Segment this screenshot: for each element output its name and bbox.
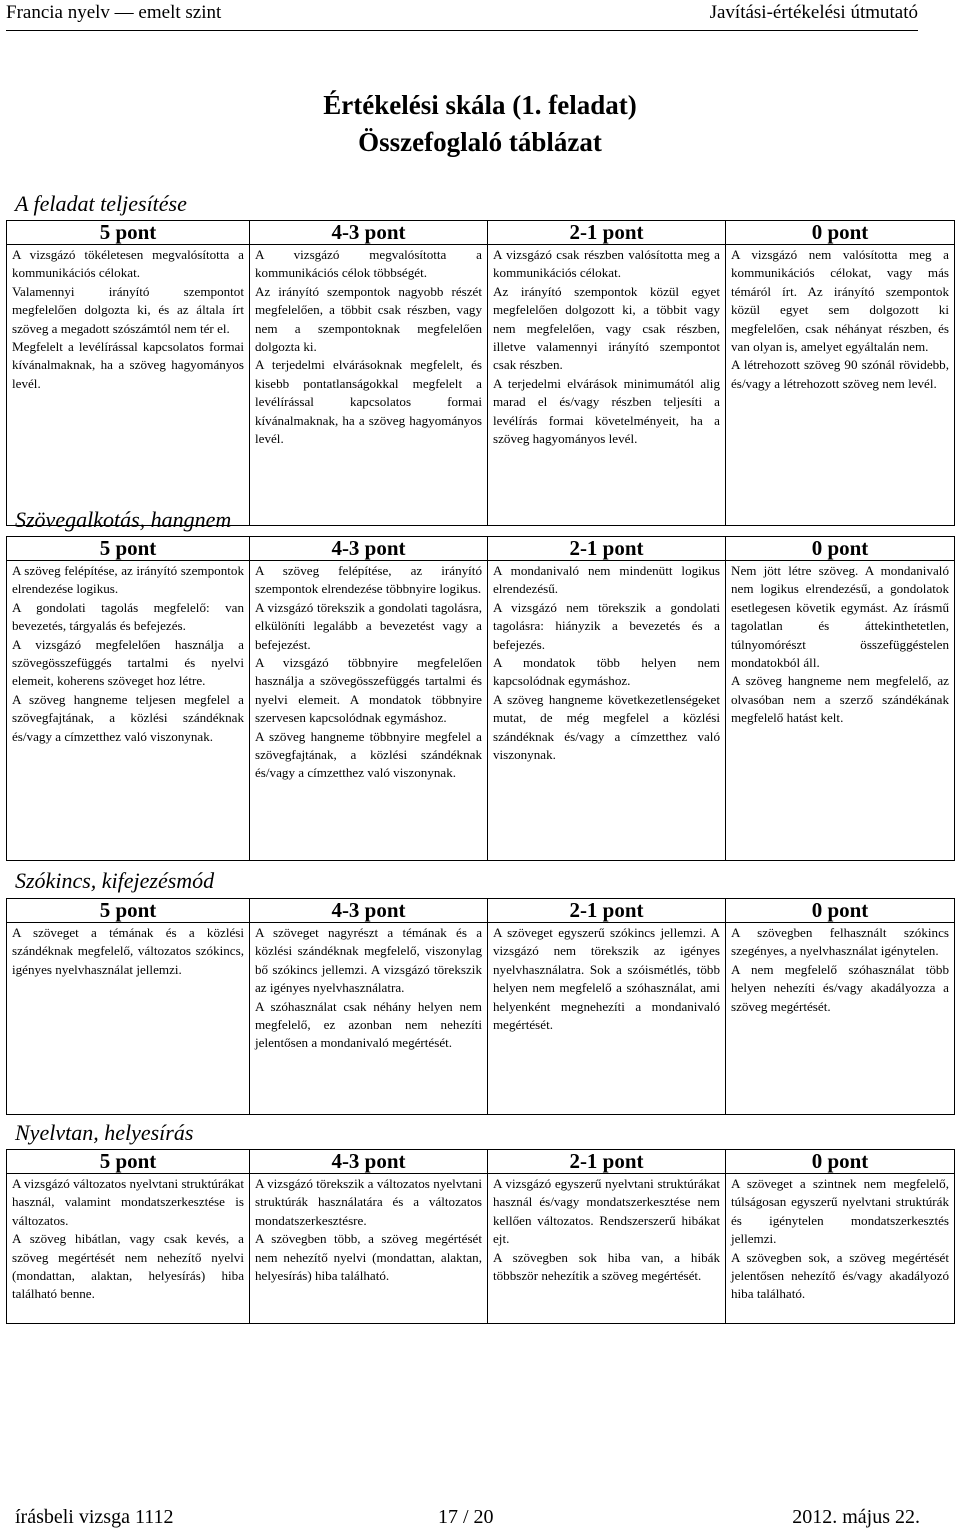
cell-2-1-pont [488,245,726,526]
cell-2-1-pont [488,1174,726,1324]
header-2-1-pont: 2-1 pont [488,221,726,245]
page-footer [0,1506,960,1532]
criterion-text: A vizsgázó tökéletesen megvalósította a kommunikációs célokat. [12,247,244,281]
criterion-text: A vizsgázó törekszik a gondolati tagolásra, elkülöníti legalább a bevezetést vagy a befejezést. [255,599,482,652]
cell-5-pont [7,923,250,1115]
criterion-text: Az irányító szempontok közül egyet megfelelően dolgozott ki, a többit vagy nem megfelelően, vagy csak részben, illetve valamennyi irányító szempontot csak részben. [493,283,720,373]
criterion-text: A szöveget nagyrészt a témának és a közlési szándéknak megfelelő, viszonylag bő szókincs jellemzi. A vizsgázó törekszik az igényes nyelvhasználatra. [255,925,482,996]
criterion-text: A szöveget a szintnek nem megfelelő, túlságosan egyszerű nyelvtani struktúrák és igénytelen mondatszerkesztés jellemzi. [731,1176,949,1247]
cell-5-pont [7,1174,250,1324]
criterion-text: A szöveg hangneme többnyire megfelel a szövegfajtának, a közlési szándéknak és/vagy a címzetthez való viszonynak. [255,728,482,781]
section-title-vocabulary: Szókincs, kifejezésmód [15,868,215,893]
cell-5-pont [7,245,250,526]
header-5-pont: 5 pont [7,221,250,245]
criterion-text: A vizsgázó csak részben valósította meg a kommunikációs célokat. [493,247,720,281]
cell-0-pont [726,561,955,861]
criterion-text: A szöveget a témának és a közlési szándéknak megfelelő, változatos szókincs, igényes nyelvhasználat jellemzi. [12,925,244,977]
header-0-pont: 0 pont [726,1150,955,1174]
criterion-text: A mondanivaló nem mindenütt logikus elrendezésű. [493,563,720,597]
rubric-table-grammar [6,1149,955,1324]
criterion-text: Megfelelt a levélírással kapcsolatos formai kívánalmaknak, ha a szöveg hagyományos levél. [12,339,244,391]
criterion-text: A szöveg hangneme nem megfelelő, az olvasóban nem a szerző szándékának megfelelő hatást kelt. [731,673,949,726]
header-5-pont: 5 pont [7,537,250,561]
header-divider [6,30,918,31]
cell-4-3-pont [250,561,488,861]
criterion-text: Az irányító szempontok nagyobb részét megfelelően, a többit csak részben, vagy nem a szempontoknak megfelelően dolgozta ki. [255,283,482,355]
cell-0-pont [726,923,955,1115]
header-5-pont: 5 pont [7,1150,250,1174]
rubric-row [7,245,955,526]
section-title-grammar: Nyelvtan, helyesírás [15,1120,194,1145]
criterion-text: A szövegben felhasznált szókincs szegényes, a nyelvhasználat igénytelen. [731,925,949,959]
criterion-text: A szöveg hangneme teljesen megfelel a szövegfajtának, a közlési szándéknak és/vagy a címzetthez való viszonynak. [12,691,244,744]
header-4-3-pont: 4-3 pont [250,221,488,245]
cell-2-1-pont [488,561,726,861]
criterion-text: Nem jött létre szöveg. A mondanivaló nem logikus elrendezésű, a gondolatok esetlegesen követik egymást. Az írásmű tagolatlan és áttekinthetetlen, túlnyomórészt összefüggéstelen mondatokból áll. [731,563,949,671]
header-2-1-pont: 2-1 pont [488,537,726,561]
page-subtitle: Összefoglaló táblázat [358,127,602,157]
header-4-3-pont: 4-3 pont [250,1150,488,1174]
page-header [0,0,960,34]
criterion-text: A szövegben sok, a szöveg megértését jelentősen nehezítő és/vagy akadályozó hiba található. [731,1249,949,1302]
rubric-row [7,923,955,1115]
cell-0-pont [726,245,955,526]
section-title-task-completion: A feladat teljesítése [15,191,187,216]
cell-4-3-pont [250,245,488,526]
footer-exam-code: írásbeli vizsga 1112 [15,1506,174,1528]
header-4-3-pont: 4-3 pont [250,537,488,561]
cell-2-1-pont [488,923,726,1115]
criterion-text: A szöveg felépítése, az irányító szempontok elrendezése logikus. [12,563,244,597]
header-2-1-pont: 2-1 pont [488,1150,726,1174]
criterion-text: A szóhasználat csak néhány helyen nem megfelelő, ez azonban nem nehezíti jelentősen a mondanivaló megértését. [255,998,482,1051]
rubric-header-row [7,537,955,561]
rubric-table-text-structure [6,536,955,861]
rubric-table-vocabulary [6,898,955,1115]
header-5-pont: 5 pont [7,899,250,923]
header-0-pont: 0 pont [726,537,955,561]
header-0-pont: 0 pont [726,221,955,245]
criterion-text: A vizsgázó többnyire megfelelően használja a szövegösszefüggés tartalmi és nyelvi elemeit. A mondatok többnyire szervesen kapcsolódnak egymáshoz. [255,655,482,726]
criterion-text: A szövegben sok hiba van, a hibák többször nehezítik a szöveg megértését. [493,1249,720,1284]
header-0-pont: 0 pont [726,899,955,923]
criterion-text: A mondatok több helyen nem kapcsolódnak egymáshoz. [493,655,720,689]
rubric-row [7,561,955,861]
criterion-text: A gondolati tagolás megfelelő: van bevezetés, tárgyalás és befejezés. [12,599,244,634]
criterion-text: A létrehozott szöveg 90 szónál rövidebb, és/vagy a létrehozott szöveg nem levél. [731,357,949,391]
section-title-text-structure: Szövegalkotás, hangnem [15,507,232,532]
criterion-text: A szöveg felépítése, az irányító szempontok elrendezése többnyire logikus. [255,563,482,597]
criterion-text: A vizsgázó változatos nyelvtani struktúrákat használ, valamint mondatszerkesztése is változatos. [12,1176,244,1228]
criterion-text: A szöveg hibátlan, vagy csak kevés, a szöveg megértését nem nehezítő nyelvi (mondattan, alaktan, helyesírás) hiba található benne. [12,1231,244,1302]
cell-0-pont [726,1174,955,1324]
rubric-header-row [7,899,955,923]
criterion-text: A szöveg hangneme következetlenségeket mutat, de még megfelel a közlési szándéknak és/vagy a címzetthez való viszonynak. [493,691,720,763]
footer-date: 2012. május 22. [792,1506,920,1528]
criterion-text: A vizsgázó nem valósította meg a kommunikációs célokat, vagy más témáról írt. Az irányító szempontok közül egyet sem dolgozott ki megfelelően, csak néhányat részben, és van olyan is, amelyet egyáltalán nem. [731,247,949,355]
header-subject: Francia nyelv — emelt szint [6,2,222,23]
criterion-text: A terjedelmi elvárások minimumától alig marad el és/vagy részben teljesíti a levélírás formai követelményeit, ha a szöveg hagyományos levél. [493,375,720,447]
criterion-text: A szövegben több, a szöveg megértését nem nehezítő nyelvi (mondattan, alaktan, helyesírás) hiba található. [255,1231,482,1284]
page-number: 17 / 20 [438,1506,494,1528]
rubric-row [7,1174,955,1324]
criterion-text: A vizsgázó megvalósította a kommunikációs célok többségét. [255,247,482,281]
criterion-text: A vizsgázó megfelelően használja a szövegösszefüggés tartalmi és nyelvi elemeit, koherens szöveget hoz létre. [12,636,244,689]
header-2-1-pont: 2-1 pont [488,899,726,923]
cell-4-3-pont [250,1174,488,1324]
header-4-3-pont: 4-3 pont [250,899,488,923]
rubric-header-row [7,1150,955,1174]
criterion-text: A vizsgázó törekszik a változatos nyelvtani struktúrák használatára és a változatos mondatszerkesztésre. [255,1176,482,1228]
criterion-text: A nem megfelelő szóhasználat több helyen nehezíti és/vagy akadályozza a szöveg megértését. [731,961,949,1014]
criterion-text: A szöveget egyszerű szókincs jellemzi. A vizsgázó nem törekszik az igényes nyelvhasználatra. Sok a szóismétlés, több helyen nem megfelelő a szóhasználat, ami helyenként megnehezíti a mondanivaló megértését. [493,925,720,1033]
criterion-text: Valamennyi irányító szempontot megfelelően dolgozta ki, és az általa írt szöveg a megadott szószámtól nem tér el. [12,283,244,336]
page-title: Értékelési skála (1. feladat) [323,90,637,120]
criterion-text: A vizsgázó nem törekszik a gondolati tagolásra: hiányzik a bevezetés és a befejezés. [493,599,720,652]
rubric-table-task-completion [6,220,955,526]
header-document-type: Javítási-értékelési útmutató [709,2,918,23]
criterion-text: A terjedelmi elvárásoknak megfelelt, és kisebb pontatlanságokkal megfelelt a levélírással kapcsolatos formai kívánalmaknak, ha a szöveg hagyományos levél. [255,357,482,447]
rubric-header-row [7,221,955,245]
criterion-text: A vizsgázó egyszerű nyelvtani struktúrákat használ és/vagy mondatszerkesztése nem kellően változatos. Rendszerszerű hibákat ejt. [493,1176,720,1247]
cell-5-pont [7,561,250,861]
cell-4-3-pont [250,923,488,1115]
